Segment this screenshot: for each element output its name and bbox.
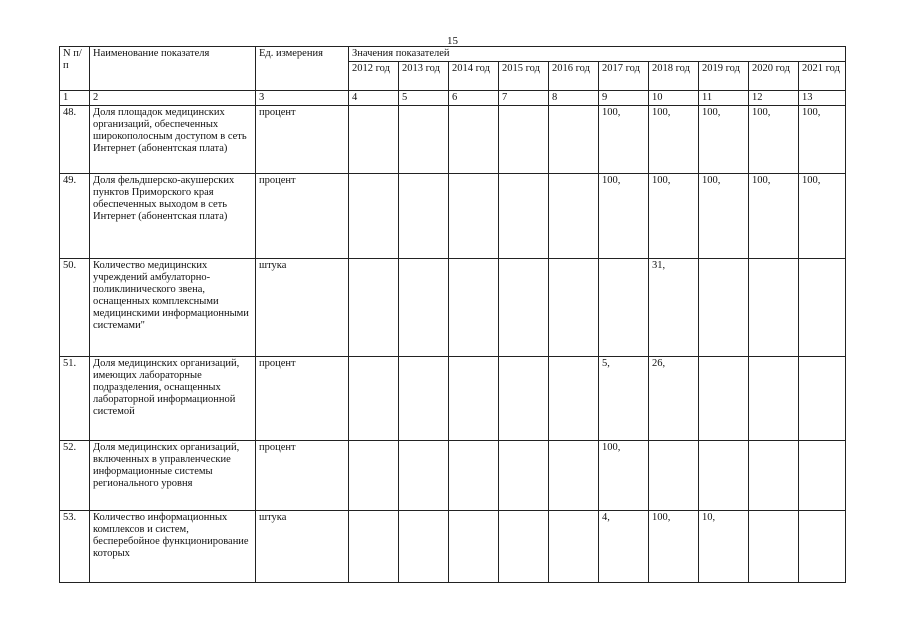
indicator-name: Количество медицинских учреждений амбулаторно-поликлинического звена, оснащенных комплексными медицинскими информационными системами" xyxy=(90,259,256,357)
unit-cell: процент xyxy=(256,441,349,511)
value-cell: 5, xyxy=(599,357,649,441)
table-row xyxy=(60,441,846,511)
table-row xyxy=(60,259,846,357)
header-year: 2014 год xyxy=(449,62,499,91)
value-cell xyxy=(399,441,449,511)
value-cell xyxy=(549,511,599,583)
value-cell xyxy=(349,259,399,357)
value-cell xyxy=(399,259,449,357)
value-cell: 100, xyxy=(649,106,699,174)
column-number: 8 xyxy=(549,91,599,106)
value-cell xyxy=(449,259,499,357)
row-number: 51. xyxy=(60,357,90,441)
row-number: 50. xyxy=(60,259,90,357)
value-cell: 26, xyxy=(649,357,699,441)
value-cell: 100, xyxy=(749,174,799,259)
table-row xyxy=(60,106,846,174)
column-number: 9 xyxy=(599,91,649,106)
value-cell xyxy=(499,511,549,583)
value-cell: 100, xyxy=(799,106,846,174)
header-values-group: Значения показателей xyxy=(349,47,846,62)
header-year: 2019 год xyxy=(699,62,749,91)
header-year: 2018 год xyxy=(649,62,699,91)
value-cell xyxy=(799,441,846,511)
column-number: 4 xyxy=(349,91,399,106)
header-num: N п/п xyxy=(60,47,90,91)
unit-cell: процент xyxy=(256,174,349,259)
value-cell xyxy=(449,441,499,511)
header-year: 2015 год xyxy=(499,62,549,91)
indicators-table xyxy=(59,46,846,583)
page-number: 15 xyxy=(447,35,458,47)
value-cell xyxy=(349,511,399,583)
value-cell xyxy=(549,106,599,174)
header-year: 2013 год xyxy=(399,62,449,91)
header-year: 2020 год xyxy=(749,62,799,91)
column-number: 3 xyxy=(256,91,349,106)
unit-cell: штука xyxy=(256,511,349,583)
value-cell: 4, xyxy=(599,511,649,583)
table-row xyxy=(60,511,846,583)
column-number: 10 xyxy=(649,91,699,106)
indicator-name: Доля медицинских организаций, имеющих лабораторные подразделения, оснащенных лабораторной информационной системой xyxy=(90,357,256,441)
value-cell xyxy=(449,357,499,441)
value-cell: 100, xyxy=(749,106,799,174)
row-number: 48. xyxy=(60,106,90,174)
value-cell: 100, xyxy=(649,511,699,583)
value-cell xyxy=(399,174,449,259)
header-year: 2021 год xyxy=(799,62,846,91)
value-cell xyxy=(649,441,699,511)
column-number: 1 xyxy=(60,91,90,106)
value-cell: 100, xyxy=(699,106,749,174)
value-cell xyxy=(499,441,549,511)
column-number: 5 xyxy=(399,91,449,106)
unit-cell: штука xyxy=(256,259,349,357)
value-cell xyxy=(499,106,549,174)
value-cell xyxy=(699,259,749,357)
value-cell: 100, xyxy=(799,174,846,259)
value-cell xyxy=(449,106,499,174)
value-cell: 31, xyxy=(649,259,699,357)
unit-cell: процент xyxy=(256,357,349,441)
value-cell xyxy=(499,174,549,259)
table-row xyxy=(60,174,846,259)
value-cell xyxy=(399,106,449,174)
value-cell xyxy=(749,259,799,357)
value-cell xyxy=(549,259,599,357)
header-name: Наименование показателя xyxy=(90,47,256,91)
column-number: 11 xyxy=(699,91,749,106)
indicator-name: Количество информационных комплексов и систем, бесперебойное функционирование которых xyxy=(90,511,256,583)
value-cell: 100, xyxy=(599,174,649,259)
value-cell xyxy=(349,441,399,511)
value-cell: 100, xyxy=(599,441,649,511)
value-cell xyxy=(549,357,599,441)
row-number: 49. xyxy=(60,174,90,259)
value-cell xyxy=(749,441,799,511)
value-cell xyxy=(349,357,399,441)
column-number: 2 xyxy=(90,91,256,106)
column-number: 13 xyxy=(799,91,846,106)
row-number: 52. xyxy=(60,441,90,511)
value-cell xyxy=(449,511,499,583)
value-cell xyxy=(399,511,449,583)
value-cell xyxy=(449,174,499,259)
header-unit: Ед. измерения xyxy=(256,47,349,91)
value-cell xyxy=(499,357,549,441)
value-cell: 100, xyxy=(699,174,749,259)
value-cell xyxy=(349,174,399,259)
indicator-name: Доля фельдшерско-акушерских пунктов Приморского края обеспеченных выходом в сеть Интернет (абонентская плата) xyxy=(90,174,256,259)
value-cell xyxy=(799,259,846,357)
value-cell xyxy=(399,357,449,441)
value-cell xyxy=(599,259,649,357)
column-number: 7 xyxy=(499,91,549,106)
value-cell xyxy=(549,441,599,511)
value-cell xyxy=(799,357,846,441)
value-cell xyxy=(749,357,799,441)
header-year: 2016 год xyxy=(549,62,599,91)
header-row-top xyxy=(60,47,846,62)
column-number: 6 xyxy=(449,91,499,106)
column-number: 12 xyxy=(749,91,799,106)
header-year: 2017 год xyxy=(599,62,649,91)
value-cell xyxy=(699,441,749,511)
table-row xyxy=(60,357,846,441)
unit-cell: процент xyxy=(256,106,349,174)
value-cell: 10, xyxy=(699,511,749,583)
value-cell xyxy=(549,174,599,259)
value-cell xyxy=(799,511,846,583)
header-year: 2012 год xyxy=(349,62,399,91)
value-cell xyxy=(349,106,399,174)
row-number: 53. xyxy=(60,511,90,583)
indicator-name: Доля медицинских организаций, включенных в управленческие информационные системы регионального уровня xyxy=(90,441,256,511)
indicator-name: Доля площадок медицинских организаций, обеспеченных широкополосным доступом в сеть Интернет (абонентская плата) xyxy=(90,106,256,174)
value-cell: 100, xyxy=(649,174,699,259)
value-cell: 100, xyxy=(599,106,649,174)
value-cell xyxy=(699,357,749,441)
column-number-row xyxy=(60,91,846,106)
value-cell xyxy=(749,511,799,583)
value-cell xyxy=(499,259,549,357)
